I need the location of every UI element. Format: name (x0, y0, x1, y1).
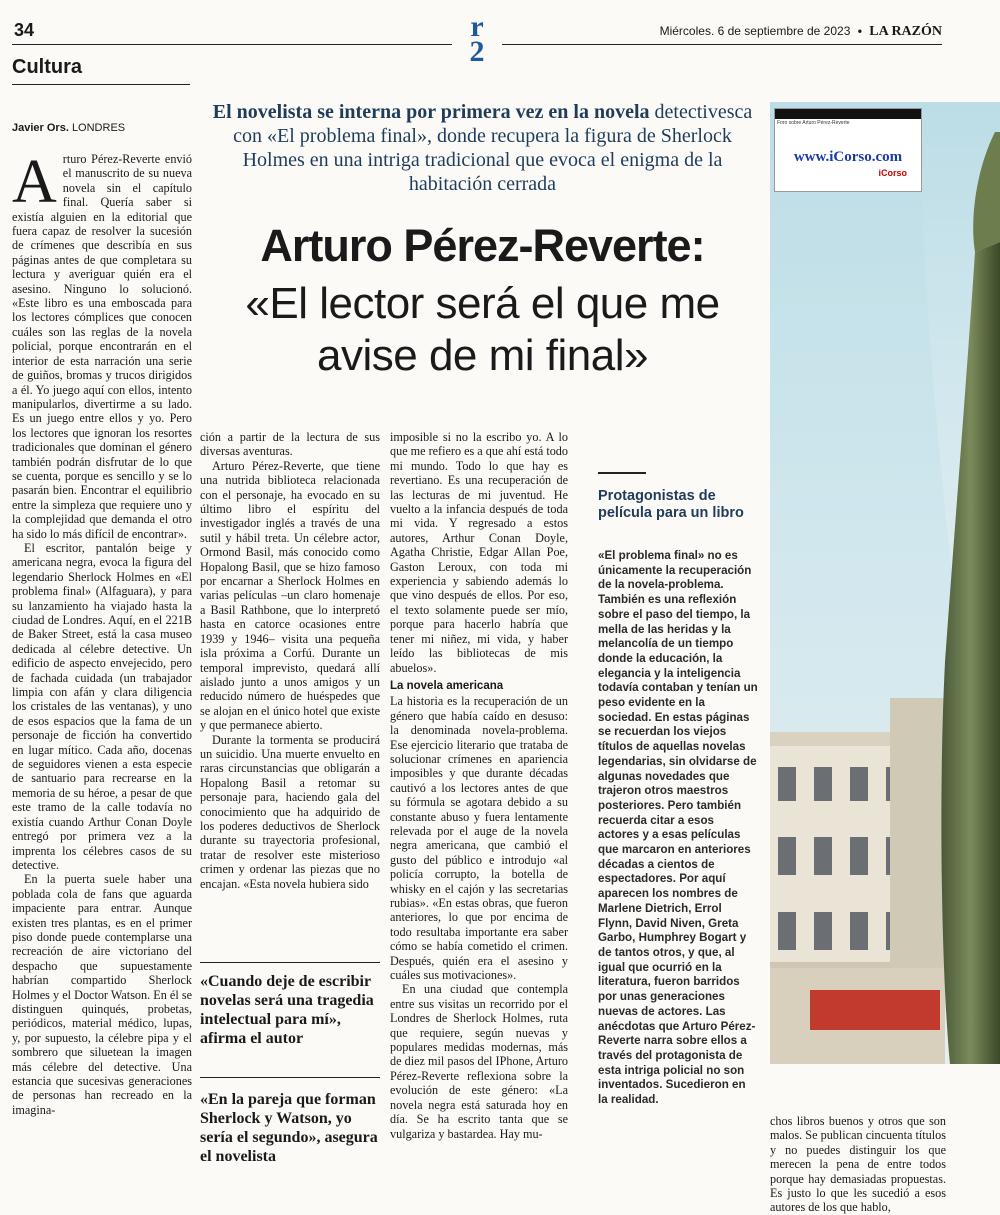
logo-letter: r (470, 10, 484, 43)
photo-london-street (770, 102, 1000, 1064)
article-column-1 (12, 148, 192, 1117)
byline-author: Javier Ors. (12, 122, 69, 134)
article-column-3 (390, 430, 568, 1141)
subheading: La novela americana (390, 679, 504, 692)
kicker-rest: detectivesca con «El problema final», donde recupera la figura de Sherlock Holmes en una intriga tradicional que evoca el enigma de la habitación cerrada (233, 101, 753, 195)
photo-image (770, 102, 1000, 1064)
header-rule (12, 44, 452, 45)
pullquote-1: «Cuando deje de escribir novelas será una tragedia intelectual para mí», afirma el autor (200, 973, 374, 1047)
kicker (200, 100, 765, 196)
ad-caption: Foro sobre Arturo Pérez-Reverte (777, 120, 850, 126)
ad-banner (775, 109, 921, 119)
page-number: 34 (14, 20, 35, 40)
paragraph: En una ciudad que contempla entre sus visitas un recorrido por el Londres de Sherlock Holmes, ruta que requiere, según nuevas y populares medidas modernas, más de diez mil pasos del IPhone, Arturo Pérez-Reverte reflexiona sobre la evolución de este género: «La novela negra está saturada hoy en día. Se ha escrito tanta que se vulgariza y bastardea. Hay mu- (390, 982, 568, 1141)
sidebar-title: Protagonistas de película para un libro (598, 488, 744, 521)
byline (12, 122, 125, 134)
section-title: Cultura (12, 56, 82, 78)
paragraph: chos libros buenos y otros que son malos. Se publican cincuenta títulos y no puedes distinguir los que merecen la pena de entre todos porque hay demasiadas propuestas. Es justo lo que les sucedió a esos autores de los que hablo, (770, 1114, 946, 1215)
paragraph: En la puerta suele haber una poblada cola de fans que aguarda impaciente para entrar. Aunque existen tres plantas, es en el primer piso donde puede contemplarse una recreación de aire victoriano del despacho que supuestamente habrían compartido Sherlock Holmes y el Doctor Watson. En él se distinguen quinqués, probetas, periódicos, material médico, lupas, y, por supuesto, la célebre pipa y el sombrero que siluetean la imagen más célebre del detective. Una estancia que sucesivas generaciones de personas han recreado en la imagina- (12, 872, 192, 1117)
icorso-ad[interactable] (774, 108, 922, 192)
sidebar-body: «El problema final» no es únicamente la recuperación de la novela-problema. También es una reflexión sobre el paso del tiempo, la mella de las heridas y la melancolía de un tiempo donde la educación, la elegancia y la inteligencia todavía contaban y tenían un peso evidente en la sociedad. En estas páginas se recuerdan los viejos títulos de aquellas novelas legendarias, sin olvidarse de algunas novedades que trajeron otros maestros posteriores. Pero también recuerda citar a esos actores y a esas películas que marcaron en anteriores décadas a cientos de espectadores. Por aquí aparecen los nombres de Marlene Dietrich, Errol Flynn, David Niven, Greta Garbo, Humphrey Bogart y de tantos otros, y que, al igual que ocurrió en la literatura, fueron barridos por unas generaciones nuevas de actores. Las anécdotas que Arturo Pérez-Reverte narra sobre ellos a través del protagonista de esta intriga policial no son inventados. Sucedieron en la realidad. (598, 549, 758, 1107)
pullquote-rule (200, 1077, 380, 1078)
paragraph: rturo Pérez-Reverte envió el manuscrito de su nueva novela sin el capítulo final. Quería saber si existía alguien en la editorial que fuera capaz de resolver la sucesión de crímenes que describía en sus páginas antes de que completara su lectura y averiguar quién era el asesino. Ninguno lo solucionó. «Este libro es una emboscada para los lectores cómplices que conocen cuáles son las reglas de la novela policial, porque encontrarán en el interior de esta narración una serie de guiños, bromas y trucos dirigidos a él. Yo juego aquí con ellos, intento manipularlos, divertirme a su lado. Es un juego entre ellos y yo. Pero los lectores que ignoran los resortes tradicionales que dominan el género también podrán disfrutar de lo que se cuenta, porque es sencillo y se lo pasarán bien. Encontrar el equilibrio entre la simpleza que requiere uno y la complejidad que demanda el otro ha sido lo más difícil de encontrar». (12, 152, 192, 541)
dateline-bullet: • (857, 24, 862, 38)
paragraph: imposible si no la escribo yo. A lo que me refiero es a que ahí está todo mi mundo. Todo lo que hay es revertiano. Es una recuperación de las lecturas de mi juventud. He vuelto a la infancia después de toda mi vida. Y regresado a estos autores, Arthur Conan Doyle, Agatha Christie, Edgar Allan Poe, Gaston Leroux, con toda mi experiencia y sabiendo además lo que vino después de ellos. Por eso, el texto solamente puede ser mío, porque para hacerlo habría que tener mi niñez, mi vida, y haber leído las bibliotecas de mis abuelos». (390, 430, 568, 675)
dateline: Miércoles. 6 de septiembre de 2023 (659, 24, 851, 38)
paragraph: El escritor, pantalón beige y americana negra, evoca la figura del legendario Sherlock Holmes en «El problema final» (Alfaguara), y para su lanzamiento ha viajado hasta la ciudad de Londres. Aquí, en el 221B de Baker Street, está la casa museo dedicada al célebre detective. Un edificio de aspecto envejecido, pero de fachada cuidada (un trabajador limpia con afán y clara diligencia los cristales de las ventanas), y uno de esos espacios que la fama de un personaje de ficción ha convertido en lugar mítico. Cada año, docenas de seguidores vienen a esta especie de santuario para recrearse en la memoria de su héroe, a pesar de que este tramo de la calle todavía no existía cuando Arthur Conan Doyle entregó por primera vez a la imprenta los célebres casos de su detective. (12, 540, 192, 872)
section-rule (12, 84, 190, 85)
paragraph: Arturo Pérez-Reverte, que tiene una nutrida biblioteca relacionada con el personaje, ha evocado en su último libro el espíritu del investigador inglés a través de una sutil y hábil treta. Un célebre actor, Ormond Basil, más conocido como Hopalong Basil, que se hizo famoso por encarnar a Sherlock Holmes en varias películas –un claro homenaje a Basil Rathbone, que lo interpretó hasta en catorce ocasiones entre 1939 y 1946– visita una pequeña isla próxima a Corfú. Durante un temporal imprevisto, quedará allí aislado junto a unos amigos y un reducido número de huéspedes que se alojan en el único hotel que existe y que permanece abierto. (200, 458, 380, 733)
pullquote-2: «En la pareja que forman Sherlock y Watson, yo sería el segundo», asegura el novelista (200, 1091, 378, 1165)
article-column-4 (770, 1114, 946, 1215)
paragraph: La historia es la recuperación de un género que había caído en desuso: la denominada novela-problema. Ese ejercicio literario que trataba de solucionar crímenes en apariencia imposibles y que durante décadas cautivó a los lectores antes de que su fórmula se agotara debido a su constante abuso y fuera lentamente relevada por el auge de la novela negra americana, que cambió el gusto del público e introdujo «al policía corrupto, la botella de whisky en el cajón y las secretarias rubias». «En estas obras, que fueron anteriores, lo que por encima de todo resultaba importante era saber cómo se había cometido el crimen. Después, quién era el asesino y cuáles sus motivaciones». (390, 694, 568, 983)
article-column-2 (200, 430, 380, 891)
byline-location: LONDRES (71, 122, 126, 134)
header-rule-right (502, 44, 942, 45)
headline-quote: «El lector será el que me avise de mi final» (245, 279, 720, 380)
paragraph: Durante la tormenta se producirá un suicidio. Una muerte envuelto en raras circunstancias que obligarán a Hopalong Basil a retomar su personaje para, haciendo gala del conocimiento que ha adquirido de los poderes deductivos de Sherlock durante su trayectoria profesional, tratar de resolver este misterioso crimen y ordenar las piezas que no encajan. «Esta novela hubiera sido (200, 732, 380, 891)
newspaper-brand: LA RAZÓN (869, 24, 942, 39)
ad-site[interactable]: www.iCorso.com (793, 149, 903, 165)
headline-name: Arturo Pérez-Reverte: (260, 220, 705, 271)
r2-logo (465, 10, 489, 68)
ad-logo: iCorso (878, 168, 907, 178)
dateline-block (620, 24, 942, 40)
drop-cap: A (12, 148, 57, 216)
pullquote-rule (200, 962, 380, 963)
kicker-bold: El novelista se interna por primera vez en la novela (212, 101, 650, 123)
sidebar-rule (598, 472, 646, 474)
paragraph: ción a partir de la lectura de sus diversas aventuras. (200, 430, 380, 459)
logo-number: 2 (469, 35, 485, 68)
